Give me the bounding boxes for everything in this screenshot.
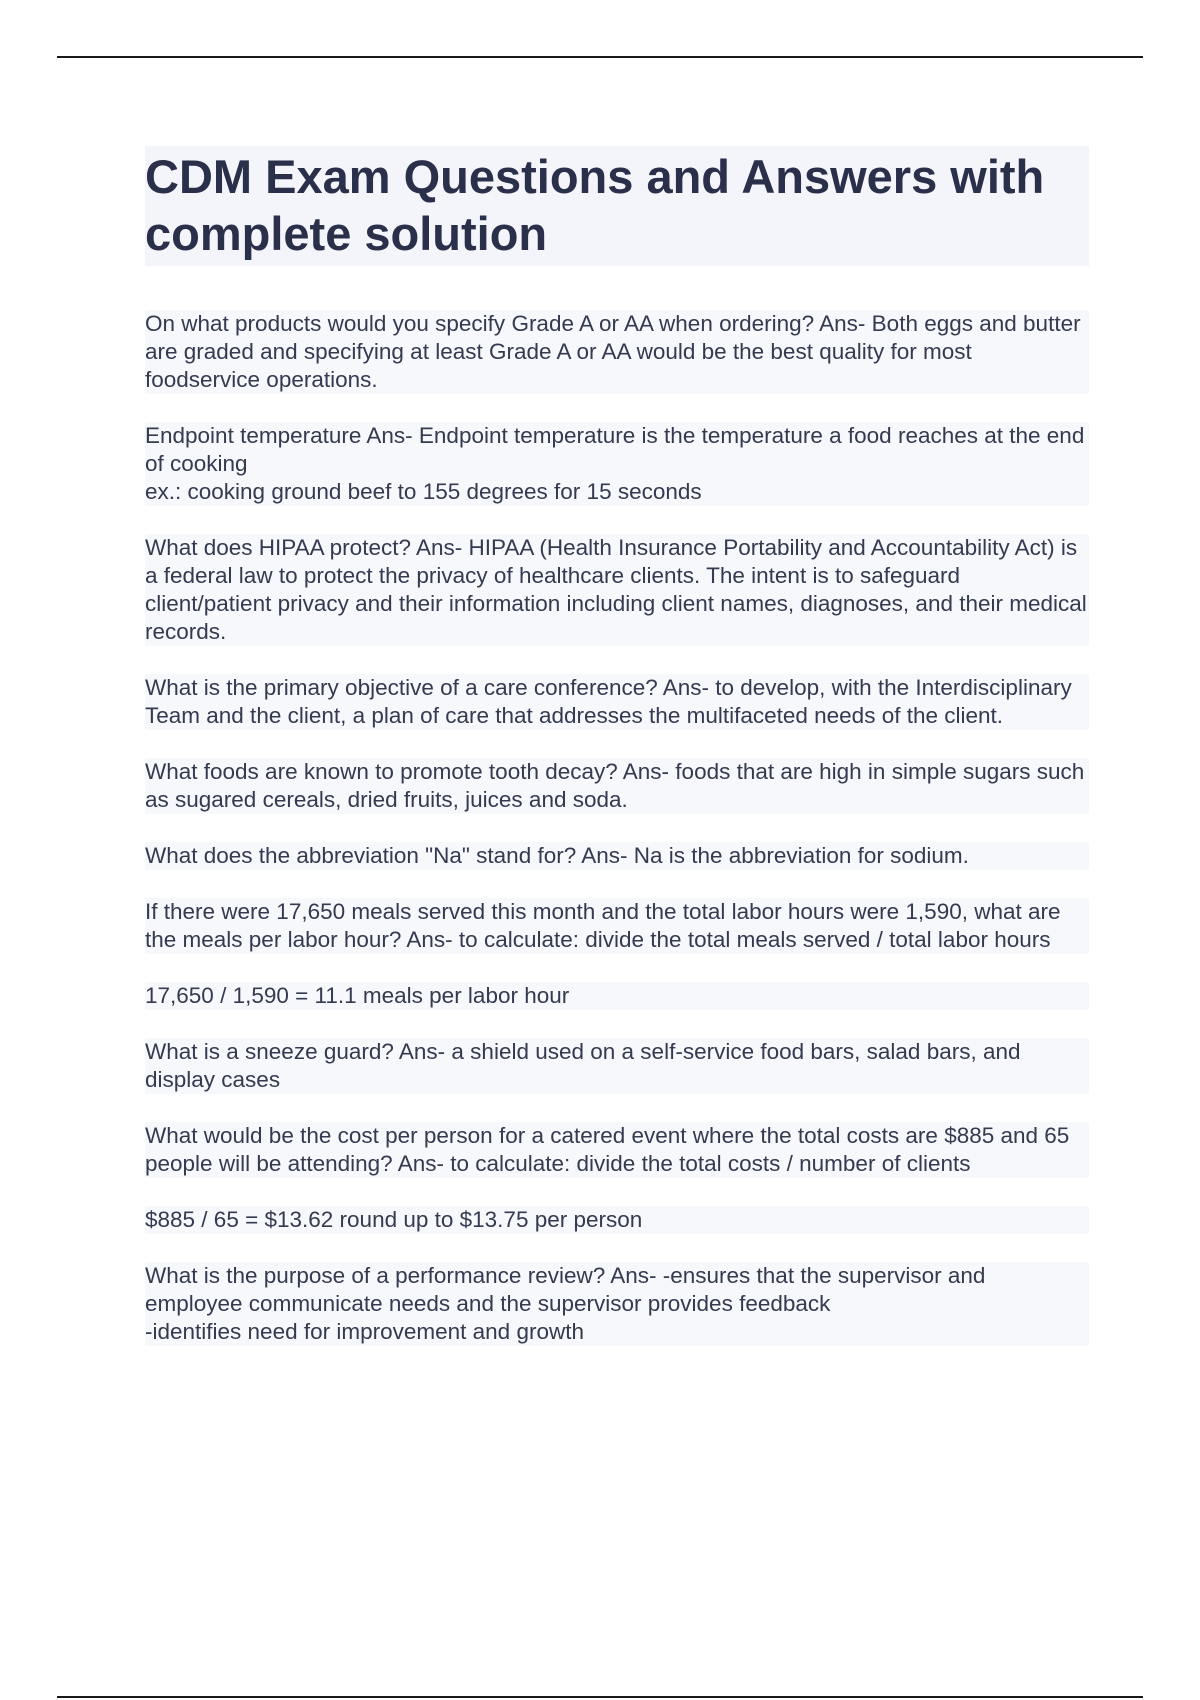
calculation-line: 17,650 / 1,590 = 11.1 meals per labor hour bbox=[145, 982, 1089, 1010]
calculation-line: $885 / 65 = $13.62 round up to $13.75 per person bbox=[145, 1206, 1089, 1234]
qa-paragraph: What does the abbreviation "Na" stand for? Ans- Na is the abbreviation for sodium. bbox=[145, 842, 1089, 870]
qa-paragraph: What foods are known to promote tooth decay? Ans- foods that are high in simple sugars such as sugared cereals, dried fruits, juices and soda. bbox=[145, 758, 1089, 814]
qa-paragraph: What is the purpose of a performance review? Ans- -ensures that the supervisor and employee communicate needs and the supervisor provides feedback -identifies need for improvement and growth bbox=[145, 1262, 1089, 1346]
qa-paragraph: What is a sneeze guard? Ans- a shield used on a self-service food bars, salad bars, and display cases bbox=[145, 1038, 1089, 1094]
bottom-rule bbox=[57, 1696, 1143, 1698]
document-title: CDM Exam Questions and Answers with complete solution bbox=[145, 150, 1045, 260]
top-rule bbox=[57, 56, 1143, 58]
qa-paragraph: What does HIPAA protect? Ans- HIPAA (Health Insurance Portability and Accountability Act) is a federal law to protect the privacy of healthcare clients. The intent is to safeguard client/patient privacy and their information including client names, diagnoses, and their medical records. bbox=[145, 534, 1089, 646]
qa-paragraph: On what products would you specify Grade A or AA when ordering? Ans- Both eggs and butter are graded and specifying at least Grade A or AA would be the best quality for most foodservice operations. bbox=[145, 310, 1089, 394]
qa-paragraph: Endpoint temperature Ans- Endpoint temperature is the temperature a food reaches at the end of cooking ex.: cooking ground beef to 155 degrees for 15 seconds bbox=[145, 422, 1089, 506]
document-body bbox=[145, 310, 1089, 1374]
title-block bbox=[145, 146, 1089, 266]
qa-paragraph: If there were 17,650 meals served this month and the total labor hours were 1,590, what are the meals per labor hour? Ans- to calculate: divide the total meals served / total labor hours bbox=[145, 898, 1089, 954]
qa-paragraph: What is the primary objective of a care conference? Ans- to develop, with the Interdisciplinary Team and the client, a plan of care that addresses the multifaceted needs of the client. bbox=[145, 674, 1089, 730]
qa-paragraph: What would be the cost per person for a catered event where the total costs are $885 and 65 people will be attending? Ans- to calculate: divide the total costs / number of clients bbox=[145, 1122, 1089, 1178]
